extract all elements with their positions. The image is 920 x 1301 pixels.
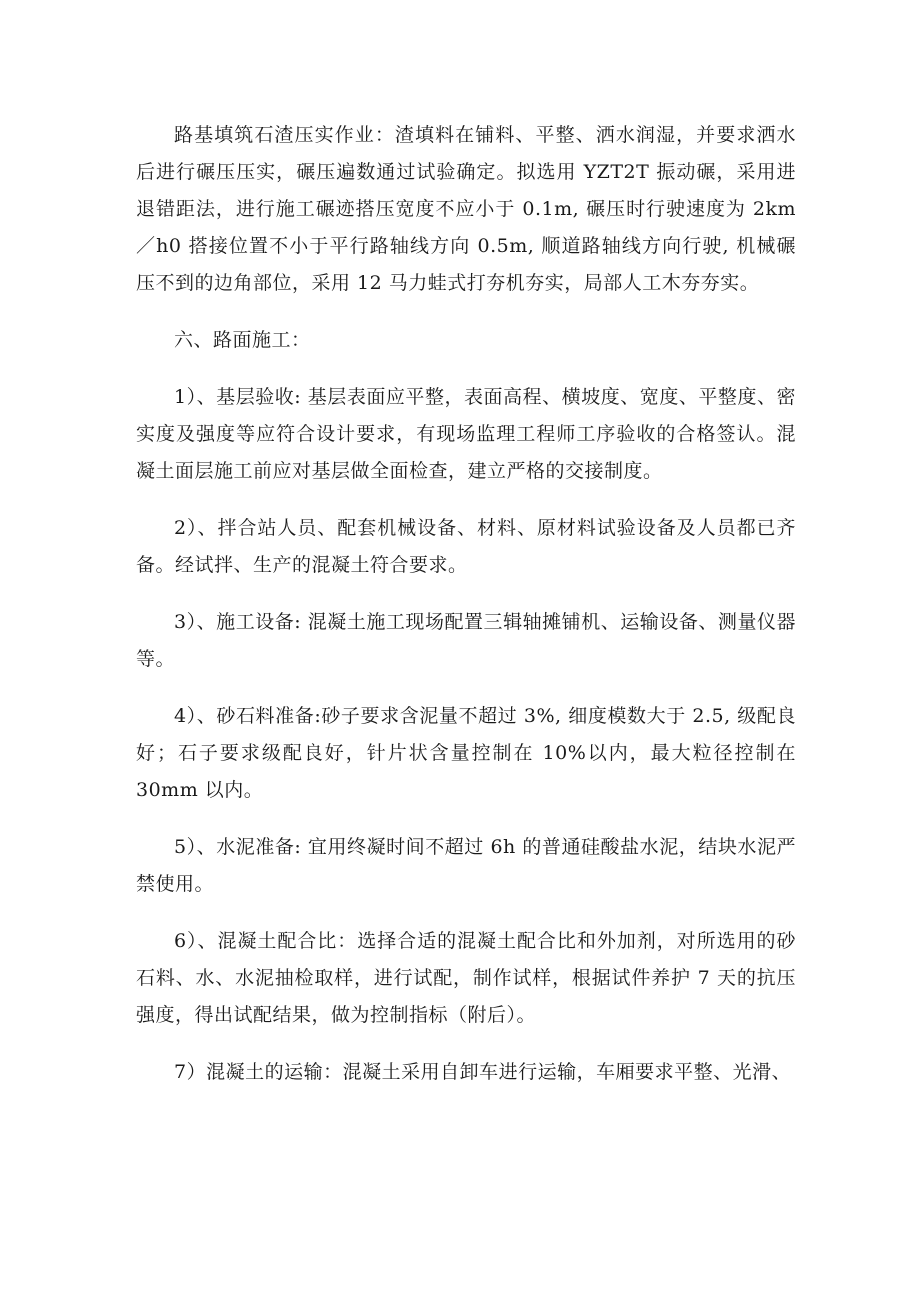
paragraph-mixing-station: 2）、拌合站人员、配套机械设备、材料、原材料试验设备及人员都已齐备。经试拌、生产的混凝土符合要求。	[136, 517, 796, 576]
paragraph-construction-equipment: 3）、施工设备: 混凝土施工现场配置三辑轴摊铺机、运输设备、测量仪器等。	[136, 611, 796, 670]
paragraph-concrete-transport: 7）混凝土的运输：混凝土采用自卸车进行运输，车厢要求平整、光滑、	[174, 1061, 792, 1083]
paragraph-aggregate-preparation: 4）、砂石料准备:砂子要求含泥量不超过 3%, 细度模数大于 2.5, 级配良好；石子要求级配良好，针片状含量控制在 10%以内，最大粒径控制在 30mm 以内。	[136, 705, 796, 801]
paragraph-subgrade-compaction: 路基填筑石渣压实作业：渣填料在铺料、平整、洒水润湿，并要求洒水后进行碾压压实，碾压遍数通过试验确定。拟选用 YZT2T 振动碾，采用进退错距法，进行施工碾迹搭压宽度不应小于 0.1m, 碾压时行驶速度为 2km／h0 搭接位置不小于平行路轴线方向 0.5m, 顺道路轴线方向行驶, 机械碾压不到的边角部位，采用 12 马力蛙式打夯机夯实，局部人工木夯夯实。	[136, 124, 796, 294]
document-body	[136, 117, 796, 1111]
paragraph-base-acceptance: 1）、基层验收: 基层表面应平整，表面高程、横坡度、宽度、平整度、密实度及强度等应符合设计要求，有现场监理工程师工序验收的合格签认。混凝土面层施工前应对基层做全面检查，建立严格的交接制度。	[136, 386, 796, 482]
section-heading-pavement-construction: 六、路面施工：	[174, 329, 311, 351]
paragraph-cement-preparation: 5）、水泥准备: 宜用终凝时间不超过 6h 的普通硅酸盐水泥，结块水泥严禁使用。	[136, 836, 796, 895]
paragraph-mix-proportion: 6）、混凝土配合比：选择合适的混凝土配合比和外加剂，对所选用的砂石料、水、水泥抽检取样，进行试配，制作试样，根据试件养护 7 天的抗压强度，得出试配结果，做为控制指标（附后）。	[136, 930, 796, 1026]
